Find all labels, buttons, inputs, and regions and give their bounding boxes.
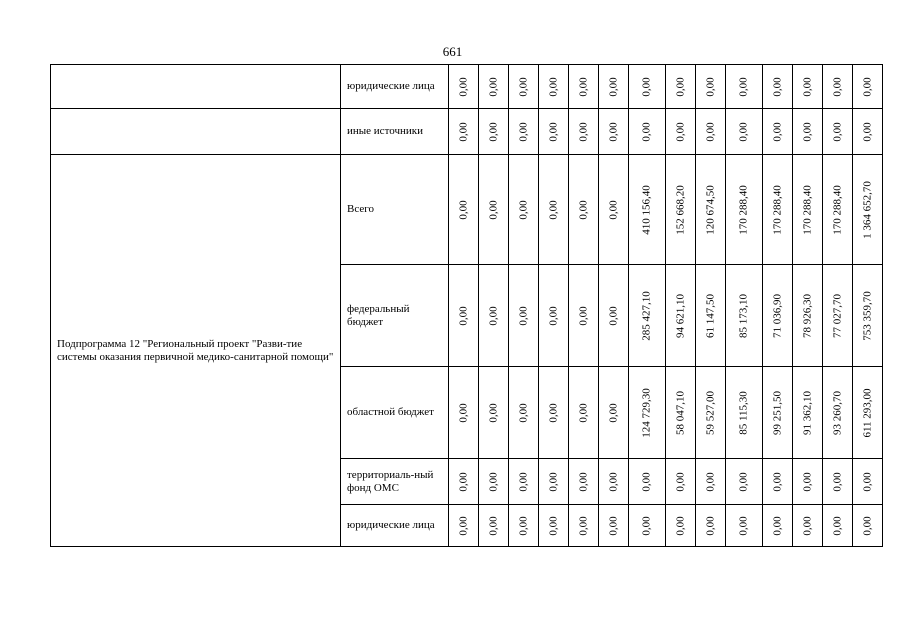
value-cell bbox=[696, 155, 726, 265]
value-cell bbox=[763, 65, 793, 109]
value-text: 0,00 bbox=[547, 471, 560, 492]
value-text: 0,00 bbox=[517, 76, 530, 97]
value-cell bbox=[479, 109, 509, 155]
value-text: 0,00 bbox=[487, 199, 500, 220]
value-text: 0,00 bbox=[577, 515, 590, 536]
value-text: 0,00 bbox=[457, 305, 470, 326]
value-cell bbox=[449, 505, 479, 547]
value-text: 94 621,10 bbox=[674, 293, 687, 338]
value-text: 0,00 bbox=[801, 76, 814, 97]
value-cell bbox=[569, 459, 599, 505]
value-cell bbox=[763, 109, 793, 155]
value-text: 0,00 bbox=[487, 305, 500, 326]
value-cell bbox=[569, 505, 599, 547]
value-text: 77 027,70 bbox=[831, 293, 844, 338]
value-text: 0,00 bbox=[861, 471, 874, 492]
value-text: 85 115,30 bbox=[737, 390, 750, 435]
value-cell bbox=[569, 65, 599, 109]
value-text: 0,00 bbox=[831, 471, 844, 492]
value-cell bbox=[726, 505, 763, 547]
value-cell bbox=[666, 505, 696, 547]
value-text: 0,00 bbox=[831, 121, 844, 142]
value-cell bbox=[569, 155, 599, 265]
value-text: 0,00 bbox=[831, 515, 844, 536]
value-cell bbox=[569, 265, 599, 367]
value-text: 0,00 bbox=[577, 199, 590, 220]
value-cell bbox=[599, 109, 629, 155]
value-cell bbox=[823, 459, 853, 505]
value-text: 0,00 bbox=[457, 121, 470, 142]
value-cell bbox=[823, 505, 853, 547]
value-cell bbox=[509, 459, 539, 505]
value-text: 0,00 bbox=[577, 121, 590, 142]
value-cell bbox=[726, 155, 763, 265]
value-text: 285 427,10 bbox=[640, 290, 653, 341]
value-cell bbox=[726, 109, 763, 155]
value-cell bbox=[479, 265, 509, 367]
value-text: 0,00 bbox=[547, 515, 560, 536]
value-text: 0,00 bbox=[487, 515, 500, 536]
value-text: 0,00 bbox=[737, 76, 750, 97]
value-cell bbox=[479, 367, 509, 459]
value-cell bbox=[599, 155, 629, 265]
value-text: 0,00 bbox=[517, 471, 530, 492]
funding-source-label: Всего bbox=[341, 155, 449, 265]
value-cell bbox=[479, 459, 509, 505]
value-text: 0,00 bbox=[674, 471, 687, 492]
value-cell bbox=[539, 109, 569, 155]
funding-source-label: областной бюджет bbox=[341, 367, 449, 459]
value-cell bbox=[629, 65, 666, 109]
value-text: 0,00 bbox=[457, 76, 470, 97]
value-text: 120 674,50 bbox=[704, 184, 717, 235]
value-text: 170 288,40 bbox=[801, 184, 814, 235]
funding-source-label: территориаль-ный фонд ОМС bbox=[341, 459, 449, 505]
value-text: 0,00 bbox=[704, 515, 717, 536]
value-text: 0,00 bbox=[607, 515, 620, 536]
value-cell bbox=[539, 367, 569, 459]
value-cell bbox=[569, 367, 599, 459]
funding-source-label: федеральный бюджет bbox=[341, 265, 449, 367]
value-text: 0,00 bbox=[861, 515, 874, 536]
value-text: 0,00 bbox=[457, 199, 470, 220]
value-cell bbox=[666, 109, 696, 155]
page-number: 661 bbox=[442, 44, 463, 59]
value-cell bbox=[726, 459, 763, 505]
value-text: 152 668,20 bbox=[674, 184, 687, 235]
value-cell bbox=[696, 109, 726, 155]
value-text: 0,00 bbox=[547, 199, 560, 220]
value-cell bbox=[696, 65, 726, 109]
value-text: 0,00 bbox=[517, 305, 530, 326]
value-text: 0,00 bbox=[487, 76, 500, 97]
funding-source-label: иные источники bbox=[341, 109, 449, 155]
value-cell bbox=[509, 265, 539, 367]
value-text: 0,00 bbox=[831, 76, 844, 97]
value-cell bbox=[793, 459, 823, 505]
value-cell bbox=[763, 459, 793, 505]
value-cell bbox=[449, 459, 479, 505]
value-cell bbox=[479, 155, 509, 265]
value-cell bbox=[509, 65, 539, 109]
value-text: 0,00 bbox=[607, 76, 620, 97]
value-cell bbox=[793, 367, 823, 459]
value-cell bbox=[853, 155, 883, 265]
value-text: 0,00 bbox=[547, 121, 560, 142]
value-text: 410 156,40 bbox=[640, 184, 653, 235]
value-text: 0,00 bbox=[704, 121, 717, 142]
value-text: 0,00 bbox=[577, 305, 590, 326]
value-text: 99 251,50 bbox=[771, 390, 784, 435]
value-text: 0,00 bbox=[457, 471, 470, 492]
value-text: 0,00 bbox=[607, 121, 620, 142]
value-text: 0,00 bbox=[771, 515, 784, 536]
value-text: 0,00 bbox=[801, 121, 814, 142]
value-cell bbox=[696, 265, 726, 367]
value-cell bbox=[539, 265, 569, 367]
value-text: 611 293,00 bbox=[861, 387, 874, 438]
value-cell bbox=[793, 265, 823, 367]
value-cell bbox=[629, 505, 666, 547]
value-cell bbox=[629, 367, 666, 459]
value-cell bbox=[763, 367, 793, 459]
value-text: 0,00 bbox=[517, 199, 530, 220]
value-cell bbox=[793, 505, 823, 547]
value-cell bbox=[696, 367, 726, 459]
value-text: 0,00 bbox=[737, 515, 750, 536]
empty-cell bbox=[51, 109, 341, 155]
value-cell bbox=[599, 505, 629, 547]
value-text: 0,00 bbox=[547, 305, 560, 326]
value-text: 0,00 bbox=[704, 76, 717, 97]
value-text: 753 359,70 bbox=[861, 290, 874, 341]
value-cell bbox=[853, 65, 883, 109]
value-text: 170 288,40 bbox=[737, 184, 750, 235]
value-text: 91 362,10 bbox=[801, 390, 814, 435]
value-cell bbox=[509, 109, 539, 155]
value-cell bbox=[726, 265, 763, 367]
value-text: 58 047,10 bbox=[674, 390, 687, 435]
value-text: 170 288,40 bbox=[831, 184, 844, 235]
value-text: 0,00 bbox=[517, 121, 530, 142]
value-text: 0,00 bbox=[517, 402, 530, 423]
value-cell bbox=[666, 459, 696, 505]
value-cell bbox=[763, 265, 793, 367]
value-cell bbox=[539, 459, 569, 505]
value-text: 85 173,10 bbox=[737, 293, 750, 338]
value-text: 0,00 bbox=[640, 121, 653, 142]
value-cell bbox=[853, 109, 883, 155]
value-text: 0,00 bbox=[674, 76, 687, 97]
value-text: 0,00 bbox=[607, 305, 620, 326]
value-text: 0,00 bbox=[487, 471, 500, 492]
value-text: 0,00 bbox=[771, 471, 784, 492]
value-cell bbox=[853, 505, 883, 547]
value-cell bbox=[763, 505, 793, 547]
value-cell bbox=[509, 367, 539, 459]
value-cell bbox=[629, 459, 666, 505]
value-cell bbox=[726, 367, 763, 459]
value-cell bbox=[569, 109, 599, 155]
value-text: 1 364 652,70 bbox=[861, 180, 874, 239]
value-text: 0,00 bbox=[607, 402, 620, 423]
value-text: 170 288,40 bbox=[771, 184, 784, 235]
funding-source-label: юридические лица bbox=[341, 505, 449, 547]
value-text: 78 926,30 bbox=[801, 293, 814, 338]
table-row bbox=[51, 65, 883, 109]
value-cell bbox=[449, 109, 479, 155]
value-cell bbox=[726, 65, 763, 109]
value-text: 0,00 bbox=[577, 402, 590, 423]
value-text: 0,00 bbox=[861, 121, 874, 142]
value-cell bbox=[793, 65, 823, 109]
value-cell bbox=[629, 109, 666, 155]
value-cell bbox=[449, 265, 479, 367]
value-text: 0,00 bbox=[640, 515, 653, 536]
value-text: 93 260,70 bbox=[831, 390, 844, 435]
subprogram-title: Подпрограмма 12 "Региональный проект "Разви-тие системы оказания первичной медико-санитарной помощи" bbox=[51, 155, 341, 547]
value-cell bbox=[823, 109, 853, 155]
value-cell bbox=[666, 65, 696, 109]
value-text: 59 527,00 bbox=[704, 390, 717, 435]
value-text: 0,00 bbox=[487, 121, 500, 142]
value-text: 0,00 bbox=[607, 199, 620, 220]
value-text: 0,00 bbox=[487, 402, 500, 423]
value-cell bbox=[599, 265, 629, 367]
value-cell bbox=[509, 505, 539, 547]
value-cell bbox=[509, 155, 539, 265]
value-text: 0,00 bbox=[517, 515, 530, 536]
value-text: 0,00 bbox=[801, 471, 814, 492]
value-cell bbox=[823, 65, 853, 109]
value-cell bbox=[793, 109, 823, 155]
value-cell bbox=[449, 155, 479, 265]
value-cell bbox=[539, 65, 569, 109]
value-cell bbox=[539, 505, 569, 547]
value-text: 0,00 bbox=[737, 471, 750, 492]
value-text: 124 729,30 bbox=[640, 387, 653, 438]
value-cell bbox=[449, 65, 479, 109]
value-cell bbox=[853, 459, 883, 505]
empty-cell bbox=[51, 65, 341, 109]
value-cell bbox=[666, 265, 696, 367]
value-cell bbox=[763, 155, 793, 265]
value-cell bbox=[479, 65, 509, 109]
value-text: 0,00 bbox=[771, 76, 784, 97]
value-text: 71 036,90 bbox=[771, 293, 784, 338]
value-cell bbox=[629, 265, 666, 367]
table-row bbox=[51, 109, 883, 155]
value-cell bbox=[479, 505, 509, 547]
value-cell bbox=[599, 459, 629, 505]
value-cell bbox=[599, 367, 629, 459]
value-text: 0,00 bbox=[577, 471, 590, 492]
value-text: 0,00 bbox=[547, 402, 560, 423]
value-cell bbox=[666, 155, 696, 265]
value-text: 0,00 bbox=[457, 515, 470, 536]
value-text: 0,00 bbox=[704, 471, 717, 492]
value-cell bbox=[629, 155, 666, 265]
value-text: 0,00 bbox=[737, 121, 750, 142]
value-cell bbox=[696, 505, 726, 547]
funding-source-label: юридические лица bbox=[341, 65, 449, 109]
value-cell bbox=[449, 367, 479, 459]
value-cell bbox=[823, 367, 853, 459]
value-text: 0,00 bbox=[861, 76, 874, 97]
value-text: 0,00 bbox=[801, 515, 814, 536]
value-text: 0,00 bbox=[547, 76, 560, 97]
value-text: 0,00 bbox=[640, 471, 653, 492]
value-text: 0,00 bbox=[607, 471, 620, 492]
value-cell bbox=[853, 265, 883, 367]
value-cell bbox=[696, 459, 726, 505]
table-row bbox=[51, 155, 883, 265]
value-text: 0,00 bbox=[771, 121, 784, 142]
value-text: 0,00 bbox=[674, 121, 687, 142]
budget-table bbox=[50, 64, 883, 547]
value-text: 0,00 bbox=[674, 515, 687, 536]
value-cell bbox=[823, 265, 853, 367]
value-cell bbox=[539, 155, 569, 265]
value-cell bbox=[793, 155, 823, 265]
value-text: 0,00 bbox=[577, 76, 590, 97]
value-text: 0,00 bbox=[457, 402, 470, 423]
value-text: 0,00 bbox=[640, 76, 653, 97]
value-text: 61 147,50 bbox=[704, 293, 717, 338]
value-cell bbox=[599, 65, 629, 109]
value-cell bbox=[853, 367, 883, 459]
value-cell bbox=[823, 155, 853, 265]
value-cell bbox=[666, 367, 696, 459]
